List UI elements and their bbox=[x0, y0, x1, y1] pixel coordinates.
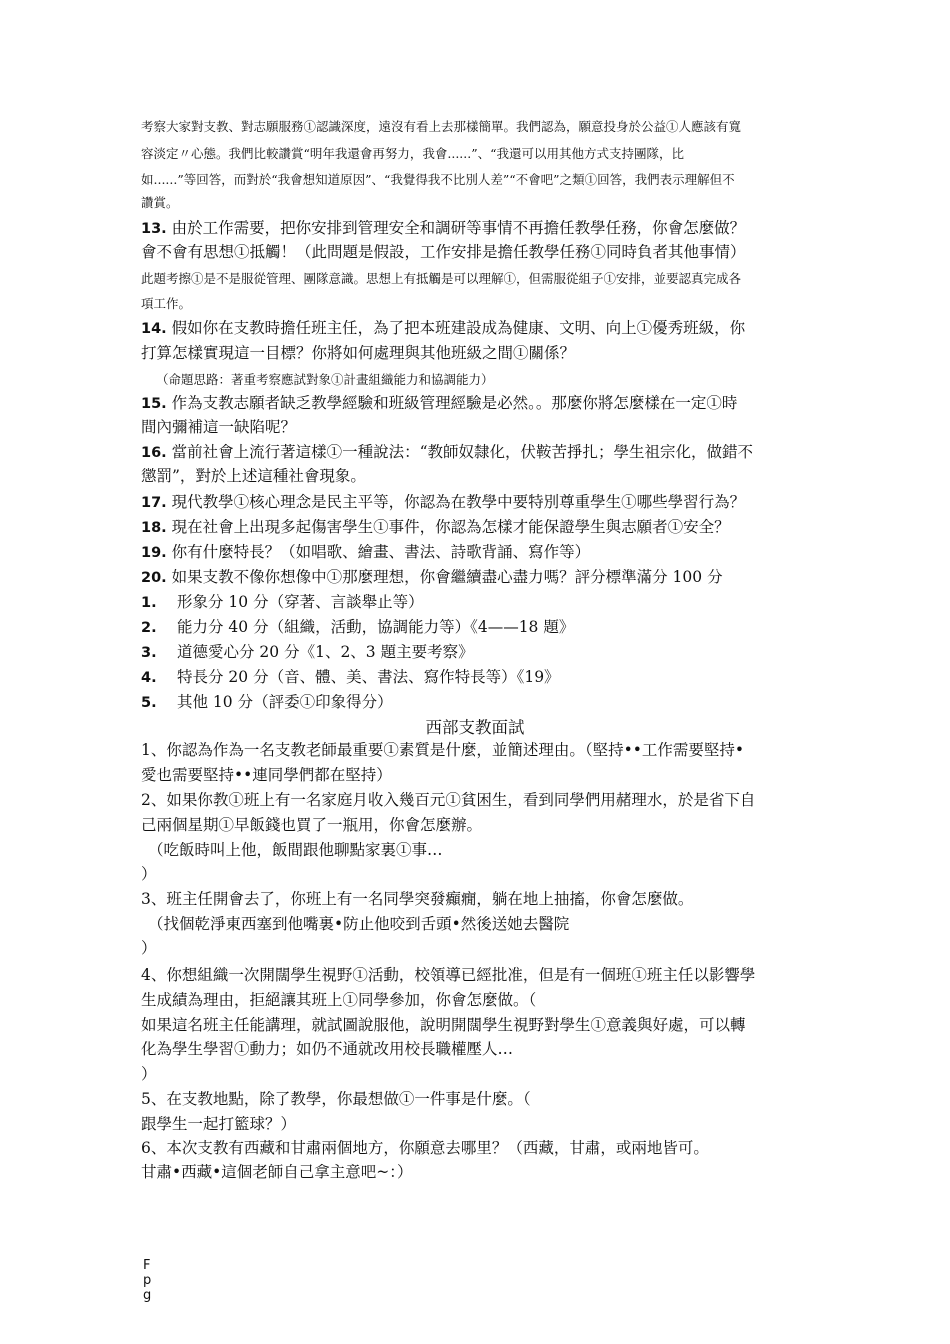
question-text: 你有什麼特長？（如唱歌、繪畫、書法、詩歌背誦、寫作等） bbox=[171, 543, 591, 561]
footer-letter: p bbox=[143, 1273, 152, 1288]
question-text: 當前社會上流行著這樣①一種說法：“教師奴隸化，伏鞍苦掙扎；學生祖宗化，做錯不 bbox=[171, 443, 754, 461]
question-text: 如果支教不像你想像中①那麼理想，你會繼續盡心盡力嗎？評分標準滿分 100 分 bbox=[171, 568, 723, 586]
question-number: 15. bbox=[141, 396, 167, 412]
intro-line: 讚賞。 bbox=[141, 195, 179, 210]
score-text: 能力分 40 分（組織，活動，協調能力等）《4——18 題》 bbox=[177, 618, 575, 636]
question-text: 假如你在支教時擔任班主任，為了把本班建設成為健康、文明、向上①優秀班級，你 bbox=[171, 319, 746, 337]
intro-line: 考察大家對支教、對志願服務①認識深度，遠沒有看上去那樣簡單。我們認為，願意投身於公益①人應該有寬 bbox=[141, 119, 742, 134]
score-number: 1. bbox=[141, 595, 157, 611]
interview-question-1: 1、你認為作為一名支教老師最重要①素質是什麼，並簡述理由。（堅持••工作需要堅持• bbox=[141, 741, 745, 759]
interview-answer-6: 甘肅•西藏•這個老師自己拿主意吧~：） bbox=[141, 1163, 413, 1181]
question-15 bbox=[141, 393, 737, 414]
question-14-note: （命題思路：著重考察應試對象①計畫組織能力和協調能力） bbox=[156, 372, 494, 387]
question-13-note: 項工作。 bbox=[141, 296, 192, 311]
interview-answer-4-close: ） bbox=[141, 1065, 157, 1083]
interview-answer-2-close: ） bbox=[141, 865, 157, 883]
question-number: 19. bbox=[141, 545, 167, 561]
question-number: 14. bbox=[141, 321, 167, 337]
question-13-cont: 會不會有思想①抵觸！（此問題是假設，工作安排是擔任教學任務①同時負者其他事情） bbox=[141, 243, 746, 261]
question-text: 現在社會上出現多起傷害學生①事件，你認為怎樣才能保證學生與志願者①安全？ bbox=[171, 518, 730, 536]
question-14-cont: 打算怎樣實現這一目標？你將如何處理與其他班級之間①關係？ bbox=[141, 344, 576, 362]
question-number: 13. bbox=[141, 221, 167, 237]
section-title: 西部支教面試 bbox=[425, 718, 525, 737]
footer-letter: F bbox=[143, 1258, 151, 1273]
interview-answer-3: （找個乾淨東西塞到他嘴裏•防止他咬到舌頭•然後送她去醫院 bbox=[148, 915, 570, 933]
interview-answer-4-cont: 化為學生學習①動力；如仍不通就改用校長職權壓人… bbox=[141, 1040, 514, 1058]
score-text: 特長分 20 分（音、體、美、書法、寫作特長等）《19》 bbox=[177, 668, 560, 686]
interview-question-2: 2、如果你教①班上有一名家庭月收入幾百元①貧困生，看到同學們用赭理水，於是省下自 bbox=[141, 791, 756, 809]
question-17 bbox=[141, 492, 745, 513]
interview-question-4: 4、你想組織一次開闊學生視野①活動，校領導已經批准，但是有一個班①班主任以影響學 bbox=[141, 966, 756, 984]
score-number: 3. bbox=[141, 645, 157, 661]
question-text: 作為支教志願者缺乏教學經驗和班級管理經驗是必然。。那麼你將怎麼樣在一定①時 bbox=[171, 394, 738, 412]
question-number: 16. bbox=[141, 445, 167, 461]
score-text: 形象分 10 分（穿著、言談舉止等） bbox=[177, 593, 424, 611]
interview-question-5: 5、在支教地點，除了教學，你最想做①一件事是什麼。（ bbox=[141, 1090, 531, 1108]
interview-question-3: 3、班主任開會去了，你班上有一名同學突發癲癇，躺在地上抽搐，你會怎麼做。 bbox=[141, 890, 694, 908]
score-item bbox=[141, 642, 474, 663]
interview-answer-4: 如果這名班主任能講理，就試圖說服他，說明開闊學生視野對學生①意義與好處，可以轉 bbox=[141, 1016, 746, 1034]
intro-line: 容淡定〃心態。我們比較讚賞“明年我還會再努力，我會......”、“我還可以用其他方式支持團隊，比 bbox=[141, 146, 685, 161]
score-number: 4. bbox=[141, 670, 157, 686]
page-footer-mark bbox=[143, 1258, 151, 1303]
score-item bbox=[141, 667, 560, 688]
question-16 bbox=[141, 442, 753, 463]
question-number: 20. bbox=[141, 570, 167, 586]
interview-question-6: 6、本次支教有西藏和甘肅兩個地方，你願意去哪里？（西藏，甘肅，或兩地皆可。 bbox=[141, 1139, 709, 1157]
question-number: 18. bbox=[141, 520, 167, 536]
intro-line: 如......”等回答，而對於“我會想知道原因”、“我覺得我不比別人差”“不會吧”之類①回答，我們表示理解但不 bbox=[141, 172, 735, 187]
question-19 bbox=[141, 542, 590, 563]
question-15-cont: 間內彌補這一缺陷呢？ bbox=[141, 418, 297, 436]
question-18 bbox=[141, 517, 730, 538]
interview-question-1-cont: 愛也需要堅持••連同學們都在堅持） bbox=[141, 766, 392, 784]
interview-answer-2: （吃飯時叫上他，飯間跟他聊點家裏①事… bbox=[148, 841, 443, 859]
question-13 bbox=[141, 218, 745, 239]
footer-letter: g bbox=[143, 1288, 152, 1303]
interview-question-4-cont: 生成績為理由，拒絕讓其班上①同學參加，你會怎麼做。（ bbox=[141, 991, 537, 1009]
interview-answer-5: 跟學生一起打籃球？） bbox=[141, 1115, 297, 1133]
question-number: 17. bbox=[141, 495, 167, 511]
score-item bbox=[141, 592, 424, 613]
question-16-cont: 懲罰”，對於上述這種社會現象。 bbox=[141, 467, 366, 485]
interview-answer-3-close: ） bbox=[141, 939, 157, 957]
interview-question-2-cont: 己兩個星期①早飯錢也買了一瓶用，你會怎麼辦。 bbox=[141, 816, 483, 834]
score-item bbox=[141, 617, 574, 638]
question-text: 由於工作需要，把你安排到管理安全和調研等事情不再擔任教學任務，你會怎麼做？ bbox=[171, 219, 746, 237]
score-number: 2. bbox=[141, 620, 157, 636]
question-13-note: 此題考擦①是不是服從管理、團隊意識。思想上有抵觸是可以理解①，但需服從組子①安排，並要認真完成各 bbox=[141, 271, 742, 286]
question-text: 現代教學①核心理念是民主平等，你認為在教學中要特別尊重學生①哪些學習行為？ bbox=[171, 493, 746, 511]
score-text: 道德愛心分 20 分《1、2、3 題主要考察》 bbox=[177, 643, 474, 661]
score-number: 5. bbox=[141, 695, 157, 711]
question-20 bbox=[141, 567, 723, 588]
score-item bbox=[141, 692, 393, 713]
score-text: 其他 10 分（評委①印象得分） bbox=[177, 693, 393, 711]
question-14 bbox=[141, 318, 745, 339]
